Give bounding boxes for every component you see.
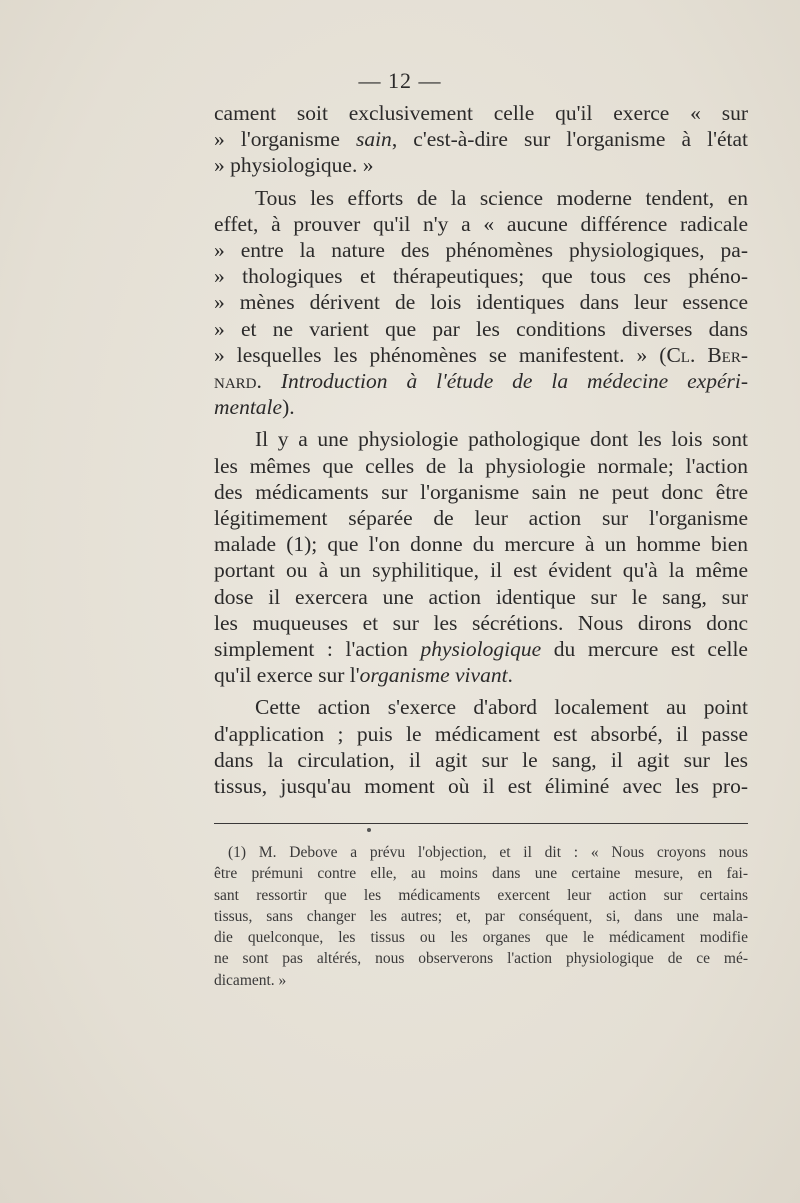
paragraph-4 (214, 694, 748, 799)
text-line: » mènes dérivent de lois identiques dans leur essence (214, 290, 748, 315)
ink-speck (367, 828, 371, 832)
paragraph-3 (214, 426, 748, 688)
text-line: » physiologique. » (214, 153, 374, 178)
page-number: — 12 — (358, 68, 442, 93)
text-line: malade (1); que l'on donne du mercure à un homme bien (214, 532, 748, 557)
text-line: cament soit exclusivement celle qu'il exerce « sur (214, 101, 748, 125)
emphasis-organisme-vivant: organisme vivant (359, 663, 508, 688)
text-line: » thologiques et thérapeutiques; que tous ces phéno- (214, 264, 748, 289)
footnote-line: die quelconque, les tissus ou les organes que le médicament modifie (214, 929, 748, 947)
paragraph-1 (214, 100, 748, 179)
footnote-line: dicament. » (214, 971, 287, 989)
text-line: Il y a une physiologie pathologique dont les lois sont (255, 427, 748, 452)
text-line: Cette action s'exerce d'abord localement au point (255, 695, 748, 720)
text-line: d'application ; puis le médicament est absorbé, il passe (214, 721, 748, 746)
text-line: » lesquelles les phénomènes se manifestent. » (Cl. Ber- (214, 342, 748, 367)
text-line: des médicaments sur l'organisme sain ne peut donc être (214, 479, 748, 504)
text-line: dans la circulation, il agit sur le sang, il agit sur les (214, 747, 748, 772)
text-line: simplement : l'action physiologique du mercure est celle (214, 637, 748, 662)
footnote-line: tissus, sans changer les autres; et, par conséquent, si, dans une mala- (214, 907, 748, 925)
footnote-line: ne sont pas altérés, nous observerons l'action physiologique de ce mé- (214, 950, 748, 968)
text-line: Tous les efforts de la science moderne tendent, en (255, 185, 748, 210)
text-line: mentale). (214, 395, 295, 420)
text-line: effet, à prouver qu'il n'y a « aucune différence radicale (214, 211, 748, 236)
footnote (214, 842, 748, 991)
text-line: » et ne varient que par les conditions diverses dans (214, 316, 748, 341)
emphasis-sain: sain (355, 127, 392, 152)
text-line: dose il exercera une action identique sur le sang, sur (214, 584, 748, 609)
emphasis-physiologique: physiologique (420, 637, 542, 662)
footnote-separator (214, 823, 748, 824)
author-name: Cl. Ber- (666, 342, 748, 367)
text-line: nard. Introduction à l'étude de la médecine expéri- (214, 369, 749, 394)
text-line: les muqueuses et sur les sécrétions. Nous dirons donc (214, 610, 748, 635)
text-line: » l'organisme sain, c'est-à-dire sur l'organisme à l'état (214, 127, 748, 152)
text-line: tissus, jusqu'au moment où il est éliminé avec les pro- (214, 774, 748, 799)
text-line: » entre la nature des phénomènes physiologiques, pa- (214, 238, 748, 263)
text-line: légitimement séparée de leur action sur l'organisme (214, 506, 748, 531)
footnote-line: être prémuni contre elle, au moins dans une certaine mesure, en fai- (214, 865, 748, 883)
book-title: Introduction à l'étude de la médecine expéri- (280, 369, 749, 394)
text-line: qu'il exerce sur l'organisme vivant. (214, 663, 513, 688)
footnote-line: (1) M. Debove a prévu l'objection, et il dit : « Nous croyons nous (228, 844, 748, 861)
main-text (214, 100, 748, 799)
paragraph-2 (214, 185, 748, 421)
footnote-line: sant ressortir que les médicaments exercent leur action sur certains (214, 886, 748, 904)
text-line: les mêmes que celles de la physiologie normale; l'action (214, 453, 748, 478)
text-line: portant ou à un syphilitique, il est évident qu'à la même (214, 558, 748, 583)
